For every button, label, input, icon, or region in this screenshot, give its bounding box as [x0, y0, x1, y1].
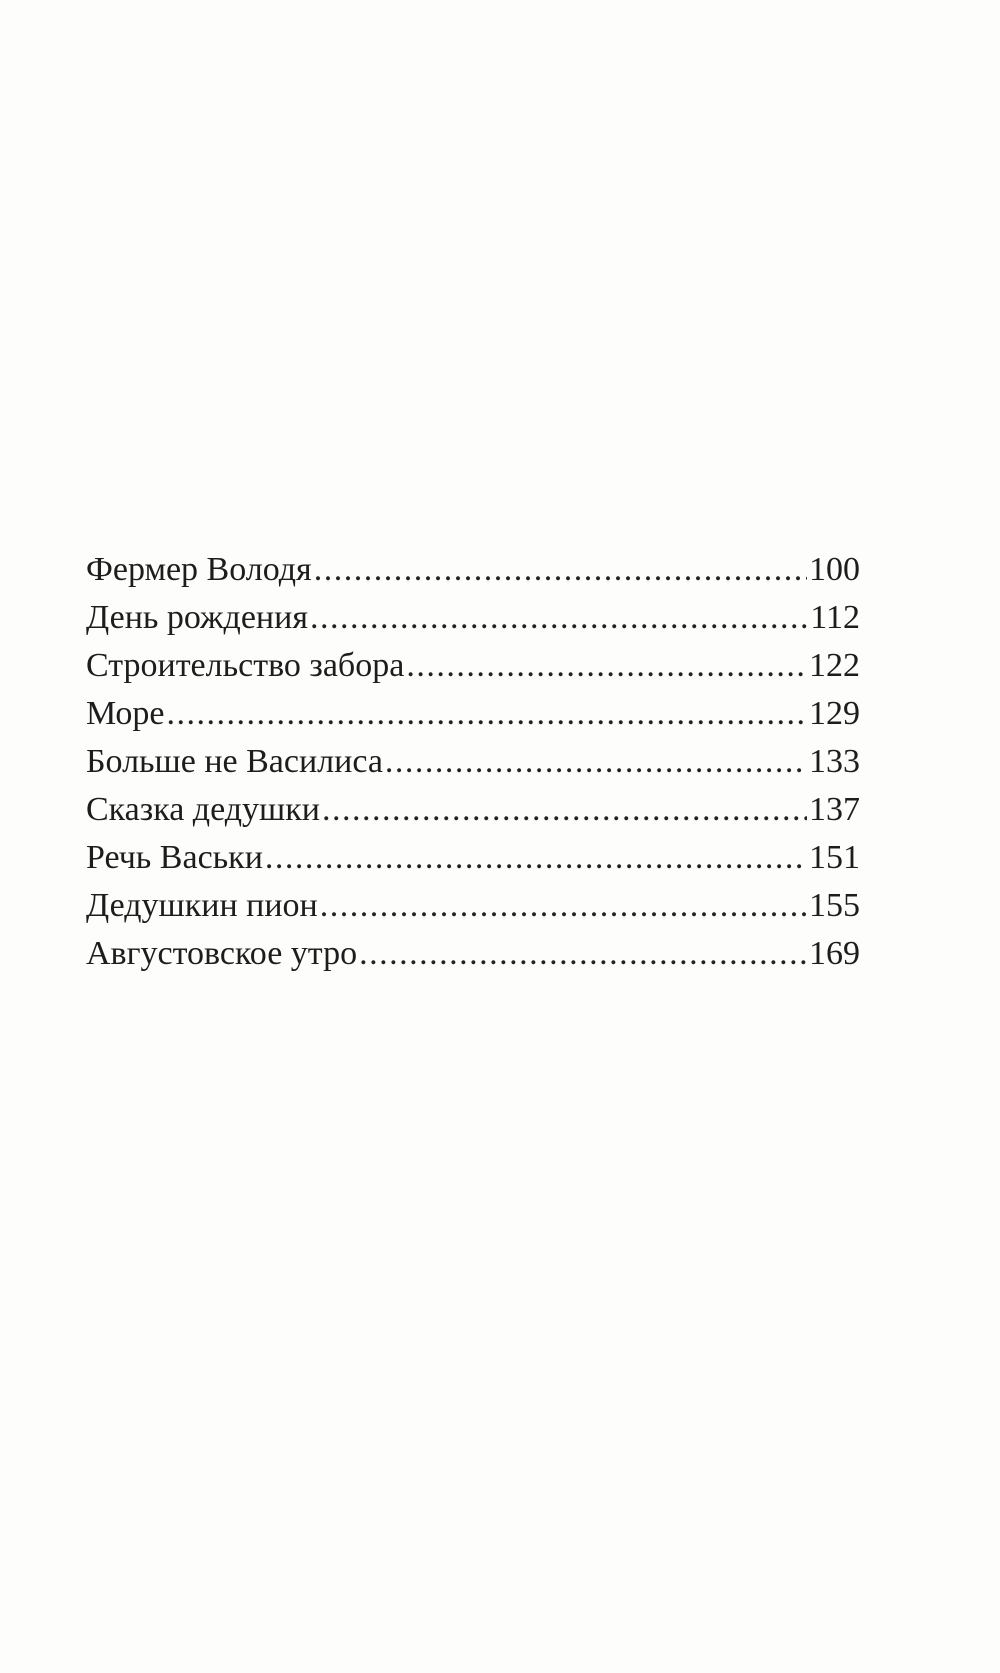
toc-entry-title: Строительство забора — [86, 647, 405, 684]
toc-entry-title: Речь Васьки — [86, 839, 263, 876]
toc-entry-page: 112 — [810, 599, 860, 636]
toc-entry-page: 151 — [809, 839, 860, 876]
toc-entry-page: 169 — [809, 935, 860, 972]
toc-entry-page: 129 — [809, 695, 860, 732]
table-of-contents — [86, 546, 860, 978]
toc-entry[interactable] — [86, 738, 860, 786]
toc-entry-title: Фермер Володя — [86, 551, 312, 588]
toc-entry-page: 155 — [809, 887, 860, 924]
toc-dot-leader — [322, 786, 807, 834]
toc-dot-leader — [406, 642, 807, 690]
toc-entry-page: 122 — [809, 647, 860, 684]
toc-entry[interactable] — [86, 546, 860, 594]
toc-dot-leader — [310, 594, 808, 642]
toc-dot-leader — [166, 690, 807, 738]
toc-dot-leader — [265, 834, 807, 882]
toc-entry-title: Больше не Василиса — [86, 743, 383, 780]
toc-dot-leader — [320, 882, 807, 930]
toc-entry-title: Сказка дедушки — [86, 791, 320, 828]
toc-entry-title: Море — [86, 695, 165, 732]
toc-entry[interactable] — [86, 642, 860, 690]
toc-dot-leader — [314, 546, 807, 594]
toc-entry-page: 137 — [809, 791, 860, 828]
toc-entry-page: 100 — [809, 551, 860, 588]
toc-entry[interactable] — [86, 594, 860, 642]
toc-entry-title: Дедушкин пион — [86, 887, 318, 924]
toc-entry-title: День рождения — [86, 599, 308, 636]
toc-dot-leader — [385, 738, 807, 786]
toc-entry-title: Августовское утро — [86, 935, 358, 972]
toc-entry[interactable] — [86, 882, 860, 930]
toc-dot-leader — [359, 930, 807, 978]
toc-entry[interactable] — [86, 786, 860, 834]
toc-entry[interactable] — [86, 690, 860, 738]
toc-entry[interactable] — [86, 834, 860, 882]
toc-entry[interactable] — [86, 930, 860, 978]
toc-entry-page: 133 — [809, 743, 860, 780]
